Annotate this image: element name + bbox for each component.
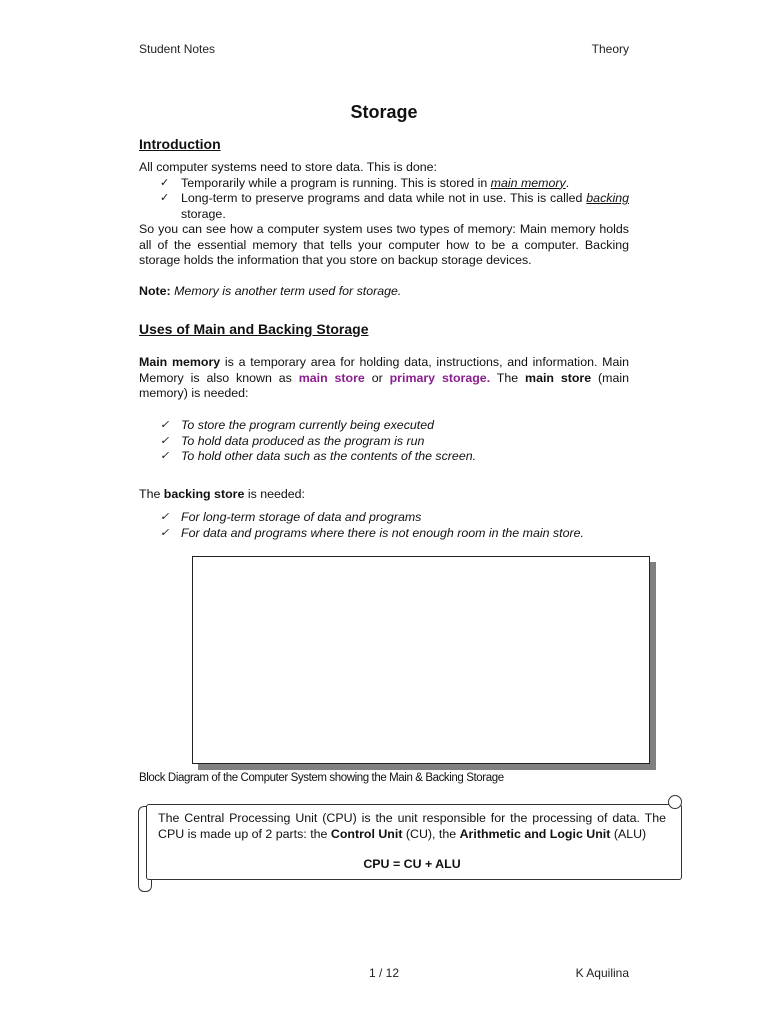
introduction-heading: Introduction bbox=[139, 136, 221, 152]
scroll-right-roll-icon bbox=[668, 795, 682, 809]
list-item: ✓ For long-term storage of data and programs bbox=[160, 510, 422, 524]
page-number: 1 / 12 bbox=[369, 966, 400, 980]
intro-lead: All computer systems need to store data. This is done: bbox=[139, 160, 437, 174]
main-store-needs bbox=[139, 418, 629, 465]
check-icon: ✓ bbox=[160, 419, 170, 431]
header-right: Theory bbox=[591, 42, 629, 56]
block-diagram-placeholder bbox=[192, 556, 650, 764]
check-icon: ✓ bbox=[160, 176, 170, 189]
term-backing: backing bbox=[586, 191, 629, 205]
main-memory-paragraph: Main memory is a temporary area for holding data, instructions, and information. Main Memory is also known as main store or primary storage. The main store (main memory) is needed: bbox=[139, 355, 630, 400]
backing-store-needs bbox=[139, 510, 679, 541]
header-left: Student Notes bbox=[139, 42, 216, 56]
backing-store-bullet-list bbox=[139, 510, 679, 541]
backing-store-intro: The backing store is needed: bbox=[139, 487, 305, 501]
intro-bullet-list bbox=[139, 176, 629, 223]
check-icon: ✓ bbox=[160, 434, 170, 447]
list-item: ✓ To hold data produced as the program is run bbox=[160, 433, 425, 448]
cpu-description: The Central Processing Unit (CPU) is the unit responsible for the processing of data. The CPU is made up of 2 parts: the Control Unit (CU), the Arithmetic and Logic Unit (ALU) bbox=[158, 811, 666, 841]
intro-paragraph: So you can see how a computer system uses two types of memory: Main memory holds all of the essential memory that tells your computer how to be a computer. Backing storage holds the information that you store on backup storage devices. bbox=[139, 222, 629, 267]
uses-heading: Uses of Main and Backing Storage bbox=[139, 321, 369, 337]
cpu-formula: CPU = CU + ALU bbox=[363, 857, 461, 871]
note bbox=[139, 284, 629, 300]
note-label: Note: bbox=[139, 283, 171, 298]
footer-author: K Aquilina bbox=[575, 966, 629, 980]
diagram-caption: Block Diagram of the Computer System showing the Main & Backing Storage bbox=[139, 772, 504, 784]
check-icon: ✓ bbox=[160, 192, 170, 204]
check-icon: ✓ bbox=[160, 511, 170, 523]
list-item: ✓ Temporarily while a program is running. This is stored in main memory. bbox=[160, 175, 570, 190]
list-item: ✓ For data and programs where there is not enough room in the main store. bbox=[160, 525, 584, 540]
check-icon: ✓ bbox=[160, 450, 170, 462]
main-store-bullet-list bbox=[139, 418, 629, 465]
list-item: ✓ Long-term to preserve programs and data while not in use. This is called backing storage. bbox=[160, 191, 629, 221]
term-main-store: main store bbox=[298, 370, 365, 385]
note-text: Memory is another term used for storage. bbox=[170, 283, 402, 298]
page-title: Storage bbox=[350, 102, 418, 122]
list-item: ✓ To hold other data such as the contents of the screen. bbox=[160, 449, 477, 463]
term-primary-storage: primary storage. bbox=[389, 370, 491, 385]
introduction-section bbox=[139, 160, 629, 299]
check-icon: ✓ bbox=[160, 526, 170, 539]
list-item: ✓ To store the program currently being executed bbox=[160, 418, 435, 432]
term-main-memory: main memory bbox=[490, 175, 566, 190]
